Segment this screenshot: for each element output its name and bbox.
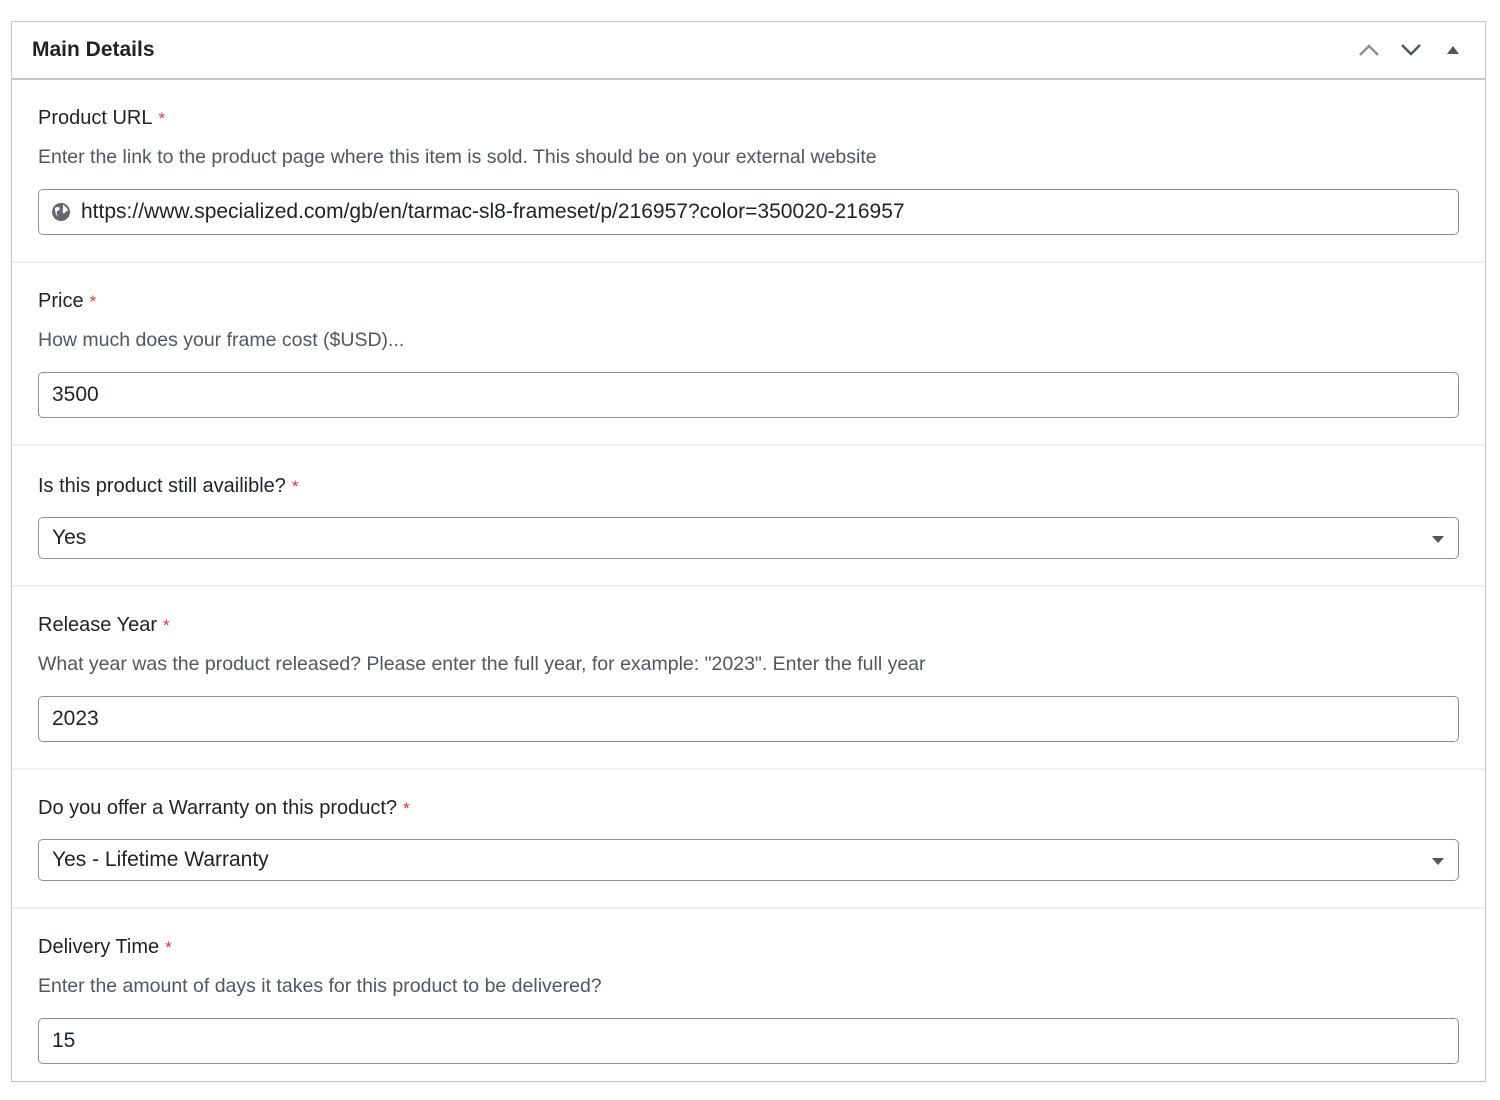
field-release-year [12,587,1485,770]
required-marker: * [158,109,166,128]
collapse-toggle-icon[interactable] [1441,38,1465,62]
field-delivery-time [12,909,1485,1090]
required-marker: * [291,477,299,496]
availability-select[interactable] [38,517,1459,559]
field-description: Enter the amount of days it takes for this product to be delivered? [38,975,602,997]
field-label: Do you offer a Warranty on this product? [38,797,398,819]
main-details-panel [11,21,1486,1082]
warranty-select[interactable] [38,839,1459,881]
delivery-time-input[interactable] [38,1018,1459,1064]
required-marker: * [89,292,97,311]
price-input[interactable] [38,372,1459,418]
panel-title: Main Details [32,38,155,61]
field-label: Is this product still availible? [38,475,286,497]
field-label: Release Year [38,614,157,636]
field-product-url [12,80,1485,263]
move-up-icon[interactable] [1357,38,1381,62]
release-year-value: 2023 [52,707,99,730]
field-description: What year was the product released? Please enter the full year, for example: "2023". Enter the full year [38,653,926,675]
product-url-value: https://www.specialized.com/gb/en/tarmac-sl8-frameset/p/216957?color=350020-216957 [81,200,905,223]
required-marker: * [165,938,172,957]
price-value: 3500 [52,383,99,406]
field-price [12,263,1485,446]
field-label: Delivery Time [38,936,160,958]
field-label: Product URL [38,107,153,129]
panel-header [12,22,1485,80]
dropdown-arrow-icon [1431,526,1445,550]
required-marker: * [403,799,410,818]
field-description: Enter the link to the product page where this item is sold. This should be on your external website [38,146,877,168]
move-down-icon[interactable] [1399,38,1423,62]
warranty-value: Yes - Lifetime Warranty [52,848,269,871]
field-warranty [12,770,1485,909]
field-description: How much does your frame cost ($USD)... [38,329,405,351]
required-marker: * [162,616,170,635]
product-url-input[interactable] [38,189,1459,235]
field-availability [12,446,1485,587]
delivery-time-value: 15 [52,1029,76,1052]
globe-icon [51,202,71,222]
release-year-input[interactable] [38,696,1459,742]
availability-value: Yes [52,526,87,549]
dropdown-arrow-icon [1431,848,1445,872]
field-label: Price [38,290,84,312]
